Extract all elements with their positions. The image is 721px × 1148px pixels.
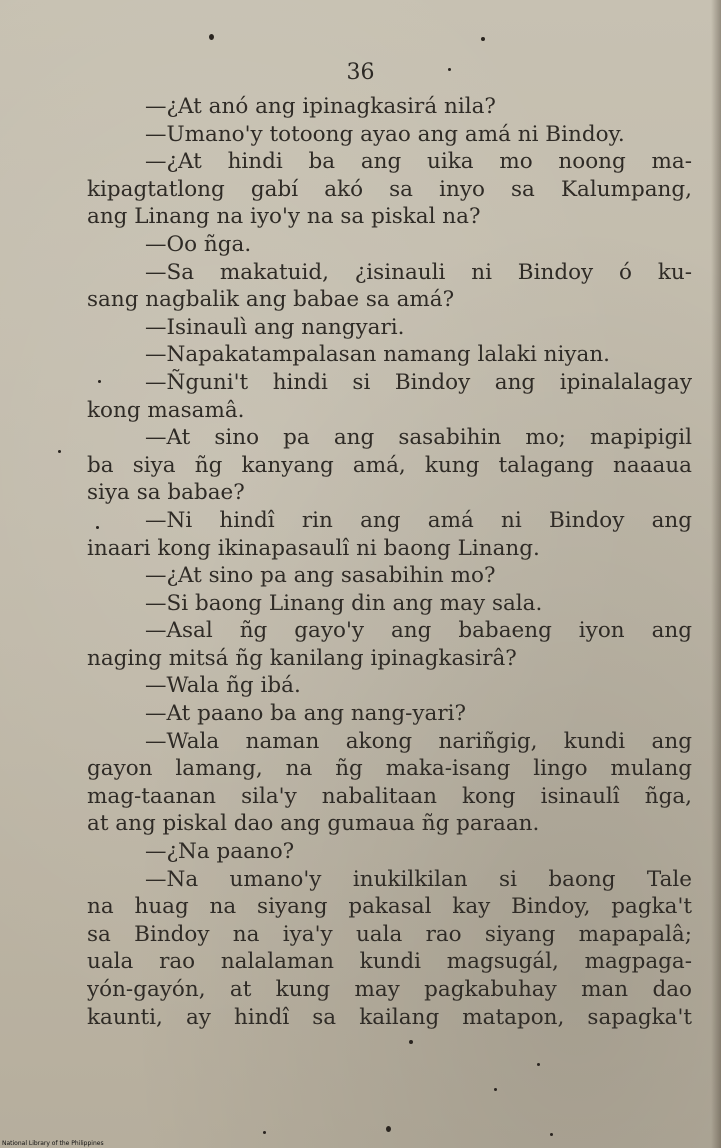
ink-speck — [409, 1040, 413, 1044]
text-line: —Ni hindî rin ang amá ni Bindoy ang — [145, 507, 692, 533]
text-line: —Sa makatuid, ¿isinauli ni Bindoy ó ku- — [145, 259, 692, 285]
text-line: —¿Na paano? — [145, 839, 295, 865]
text-line: gayon lamang, na ñg maka-isang lingo mulang — [87, 756, 692, 782]
text-line: —Wala naman akong nariñgig, kundi ang — [145, 728, 692, 754]
ink-speck — [550, 1133, 553, 1136]
text-line: —¿At hindi ba ang uika mo noong ma- — [145, 149, 692, 175]
text-line: na huag na siyang pakasal kay Bindoy, pagka't — [87, 894, 692, 920]
ink-speck — [537, 1063, 540, 1066]
ink-speck — [386, 1126, 391, 1132]
text-line: naging mitsá ñg kanilang ipinagkasirâ? — [87, 645, 517, 671]
ink-speck — [448, 68, 451, 71]
text-line: —¿At anó ang ipinagkasirá nila? — [145, 94, 496, 119]
text-line: mag-taanan sila'y nabalitaan kong isinaulî ñga, — [87, 783, 692, 809]
text-line: sa Bindoy na iya'y uala rao siyang mapapalâ; — [87, 921, 692, 947]
text-line: —Oo ñga. — [145, 231, 252, 257]
text-line: kipagtatlong gabí akó sa inyo sa Kalumpang, — [87, 176, 692, 202]
ink-speck — [494, 1088, 497, 1091]
text-line: —Umano'y totoong ayao ang amá ni Bindoy. — [145, 121, 625, 147]
library-credit: National Library of the Philippines — [2, 1140, 104, 1147]
text-line: siya sa babae? — [87, 480, 245, 506]
text-line: inaari kong ikinapasaulî ni baong Linang. — [87, 535, 540, 561]
ink-speck — [96, 526, 99, 529]
text-line: —Asal ñg gayo'y ang babaeng iyon ang — [145, 618, 692, 644]
text-line: at ang piskal dao ang gumaua ñg paraan. — [87, 811, 540, 837]
text-line: —Napakatampalasan namang lalaki niyan. — [145, 342, 611, 368]
text-line: —Na umano'y inukilkilan si baong Tale — [145, 866, 692, 892]
text-line: —Wala ñg ibá. — [145, 673, 301, 699]
text-line: ang Linang na iyo'y na sa piskal na? — [87, 204, 481, 230]
ink-speck — [263, 1131, 266, 1134]
text-line: —Si baong Linang din ang may sala. — [145, 590, 543, 616]
text-line: —At sino pa ang sasabihin mo; mapipigil — [145, 425, 692, 451]
text-line: —¿At sino pa ang sasabihin mo? — [145, 563, 496, 589]
text-line: —Isinaulì ang nangyari. — [145, 314, 405, 340]
ink-speck — [481, 37, 485, 41]
text-line: kong masamâ. — [87, 397, 245, 423]
text-line: uala rao nalalaman kundi magsugál, magpaga- — [87, 949, 692, 975]
page-body-text — [87, 93, 692, 1031]
ink-speck — [98, 380, 101, 383]
text-line: yón-gayón, at kung may pagkabuhay man dao — [87, 977, 692, 1002]
text-line: sang nagbalik ang babae sa amá? — [87, 287, 455, 313]
page-edge-shadow — [711, 0, 721, 1148]
text-line: kaunti, ay hindî sa kailang matapon, sapagka't — [87, 1004, 692, 1030]
text-line: —Ñguni't hindi si Bindoy ang ipinalalagay — [145, 369, 692, 395]
text-line: —At paano ba ang nang-yari? — [145, 701, 467, 727]
page-number: 36 — [346, 60, 375, 85]
ink-speck — [209, 34, 214, 40]
ink-speck — [58, 450, 61, 453]
text-line: ba siya ñg kanyang amá, kung talagang naaaua — [87, 452, 692, 478]
